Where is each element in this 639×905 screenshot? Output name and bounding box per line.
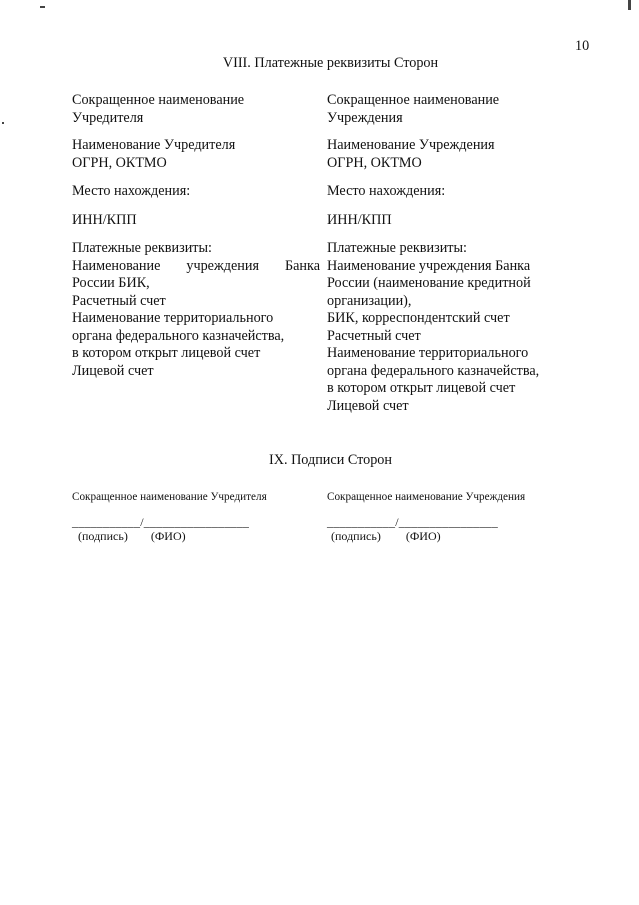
founder-short-name: Сокращенное наименование Учредителя: [72, 92, 245, 126]
founder-signature-caption: (подпись) (ФИО): [78, 529, 186, 543]
institution-signature-caption: (подпись) (ФИО): [331, 529, 441, 543]
section-8-title: VIII. Платежные реквизиты Сторон: [222, 55, 439, 71]
institution-inn-kpp: ИНН/КПП: [327, 212, 392, 228]
institution-short-name: Сокращенное наименование Учреждения: [327, 92, 500, 126]
founder-inn-kpp: ИНН/КПП: [72, 212, 137, 228]
institution-signature-line: ___________/________________: [327, 515, 498, 529]
founder-location: Место нахождения:: [72, 183, 191, 199]
section-9-title: IX. Подписи Сторон: [269, 452, 392, 468]
scan-mark-left: [2, 122, 4, 124]
institution-payment-details: Платежные реквизиты: Наименование учреждения Банка России (наименование кредитной организации), БИК, корреспондентский счет Расчетный счет Наименование территориального органа федерального казначейства, в котором открыт лицевой счет Лицевой счет: [327, 240, 540, 414]
founder-payment-details: Платежные реквизиты: Наименование учреждения Банка России БИК, Расчетный счет Наименование территориального органа федерального казначейства, в котором открыт лицевой счет Лицевой счет: [72, 240, 320, 379]
institution-name: Наименование Учреждения ОГРН, ОКТМО: [327, 137, 495, 171]
institution-location: Место нахождения:: [327, 183, 446, 199]
founder-name: Наименование Учредителя ОГРН, ОКТМО: [72, 137, 236, 171]
founder-signature-label: Сокращенное наименование Учредителя: [72, 491, 267, 503]
page-number: 10: [575, 38, 590, 54]
scan-mark-top-right: [628, 0, 631, 10]
founder-signature-line: ___________/_________________: [72, 515, 250, 529]
scan-mark-top-left: [40, 6, 45, 8]
institution-signature-label: Сокращенное наименование Учреждения: [327, 491, 526, 503]
